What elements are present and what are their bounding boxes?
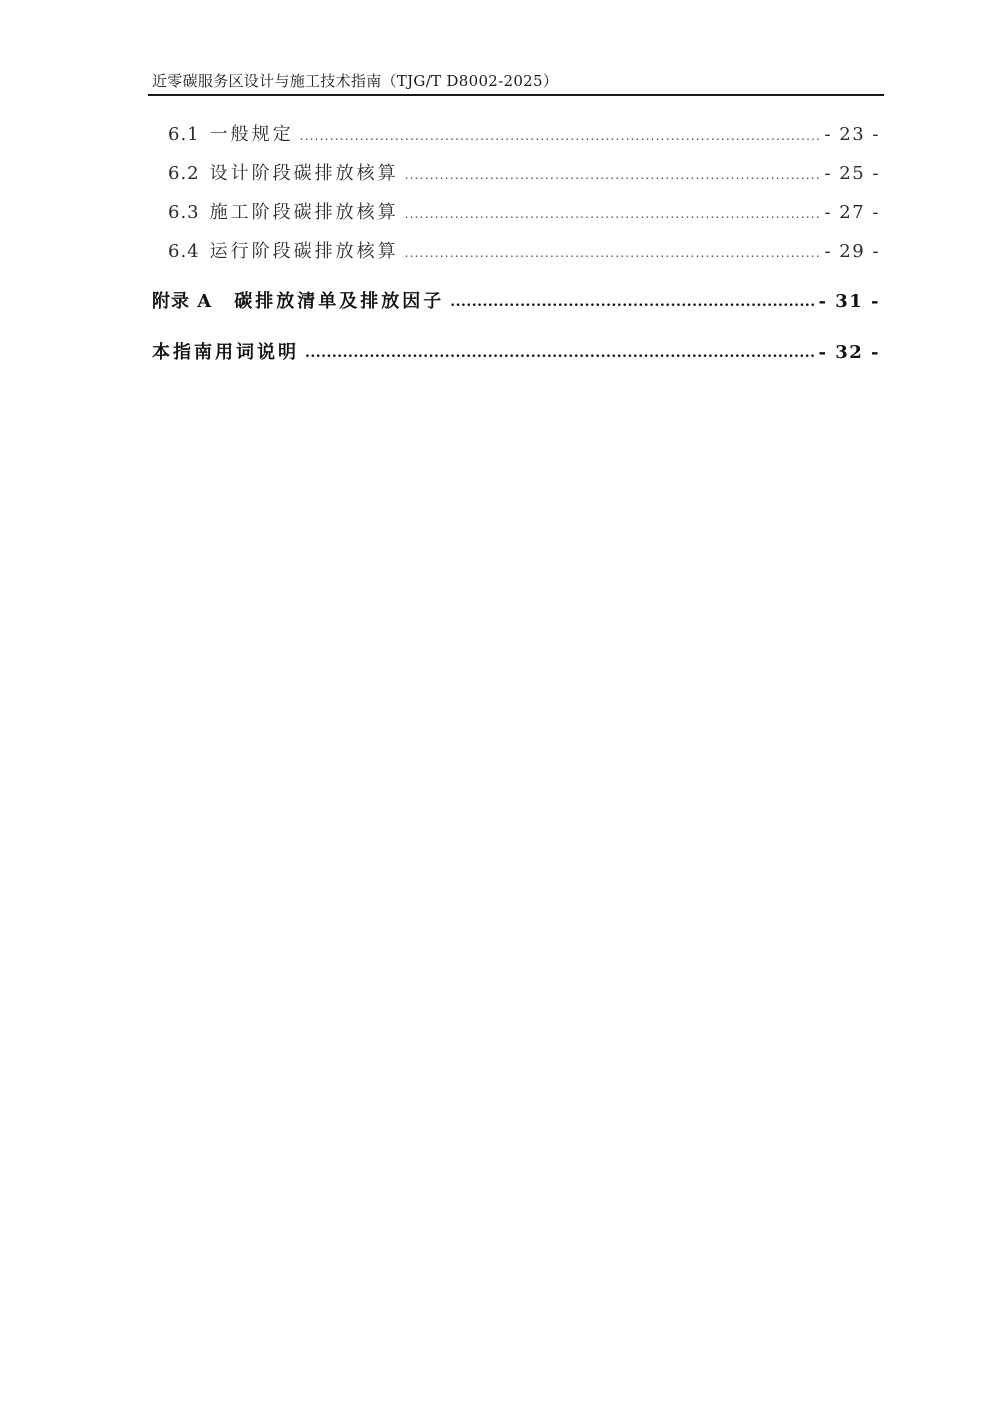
toc-dot-leader <box>300 122 821 140</box>
toc-page-number: - 23 - <box>824 124 880 145</box>
toc-page-number: - 31 - <box>818 291 880 312</box>
toc-section-title: 运行阶段碳排放核算 <box>209 241 399 262</box>
toc-dot-leader <box>405 200 821 218</box>
toc-section-number: 6.1 <box>168 124 200 145</box>
toc-page-number: - 25 - <box>824 163 880 184</box>
toc-dot-leader <box>405 239 821 257</box>
toc-section-title: 一般规定 <box>209 124 294 145</box>
toc-entry-6-4[interactable] <box>168 237 880 263</box>
toc-dot-leader <box>305 340 814 358</box>
running-header: 近零碳服务区设计与施工技术指南（TJG/T D8002-2025） <box>152 72 559 90</box>
toc-dot-leader <box>405 161 821 179</box>
toc-section-number: 6.2 <box>168 163 200 184</box>
toc-glossary-title: 本指南用词说明 <box>152 342 299 363</box>
toc-entry-glossary[interactable] <box>152 338 880 364</box>
toc-section-title: 设计阶段碳排放核算 <box>209 163 399 184</box>
toc-page-number: - 32 - <box>818 342 880 363</box>
toc-entry-6-3[interactable] <box>168 198 880 224</box>
toc-dot-leader <box>450 289 814 307</box>
toc-page-number: - 27 - <box>824 202 880 223</box>
toc-appendix-number: 附录 A <box>152 291 213 312</box>
toc-entry-6-1[interactable] <box>168 120 880 146</box>
toc-section-title: 施工阶段碳排放核算 <box>209 202 399 223</box>
toc-page-number: - 29 - <box>824 241 880 262</box>
toc-entry-appendix-a[interactable] <box>152 287 880 313</box>
toc-entry-6-2[interactable] <box>168 159 880 185</box>
toc-section-number: 6.4 <box>168 241 200 262</box>
header-rule <box>148 94 884 96</box>
toc-section-number: 6.3 <box>168 202 200 223</box>
toc-appendix-title: 碳排放清单及排放因子 <box>234 291 445 312</box>
